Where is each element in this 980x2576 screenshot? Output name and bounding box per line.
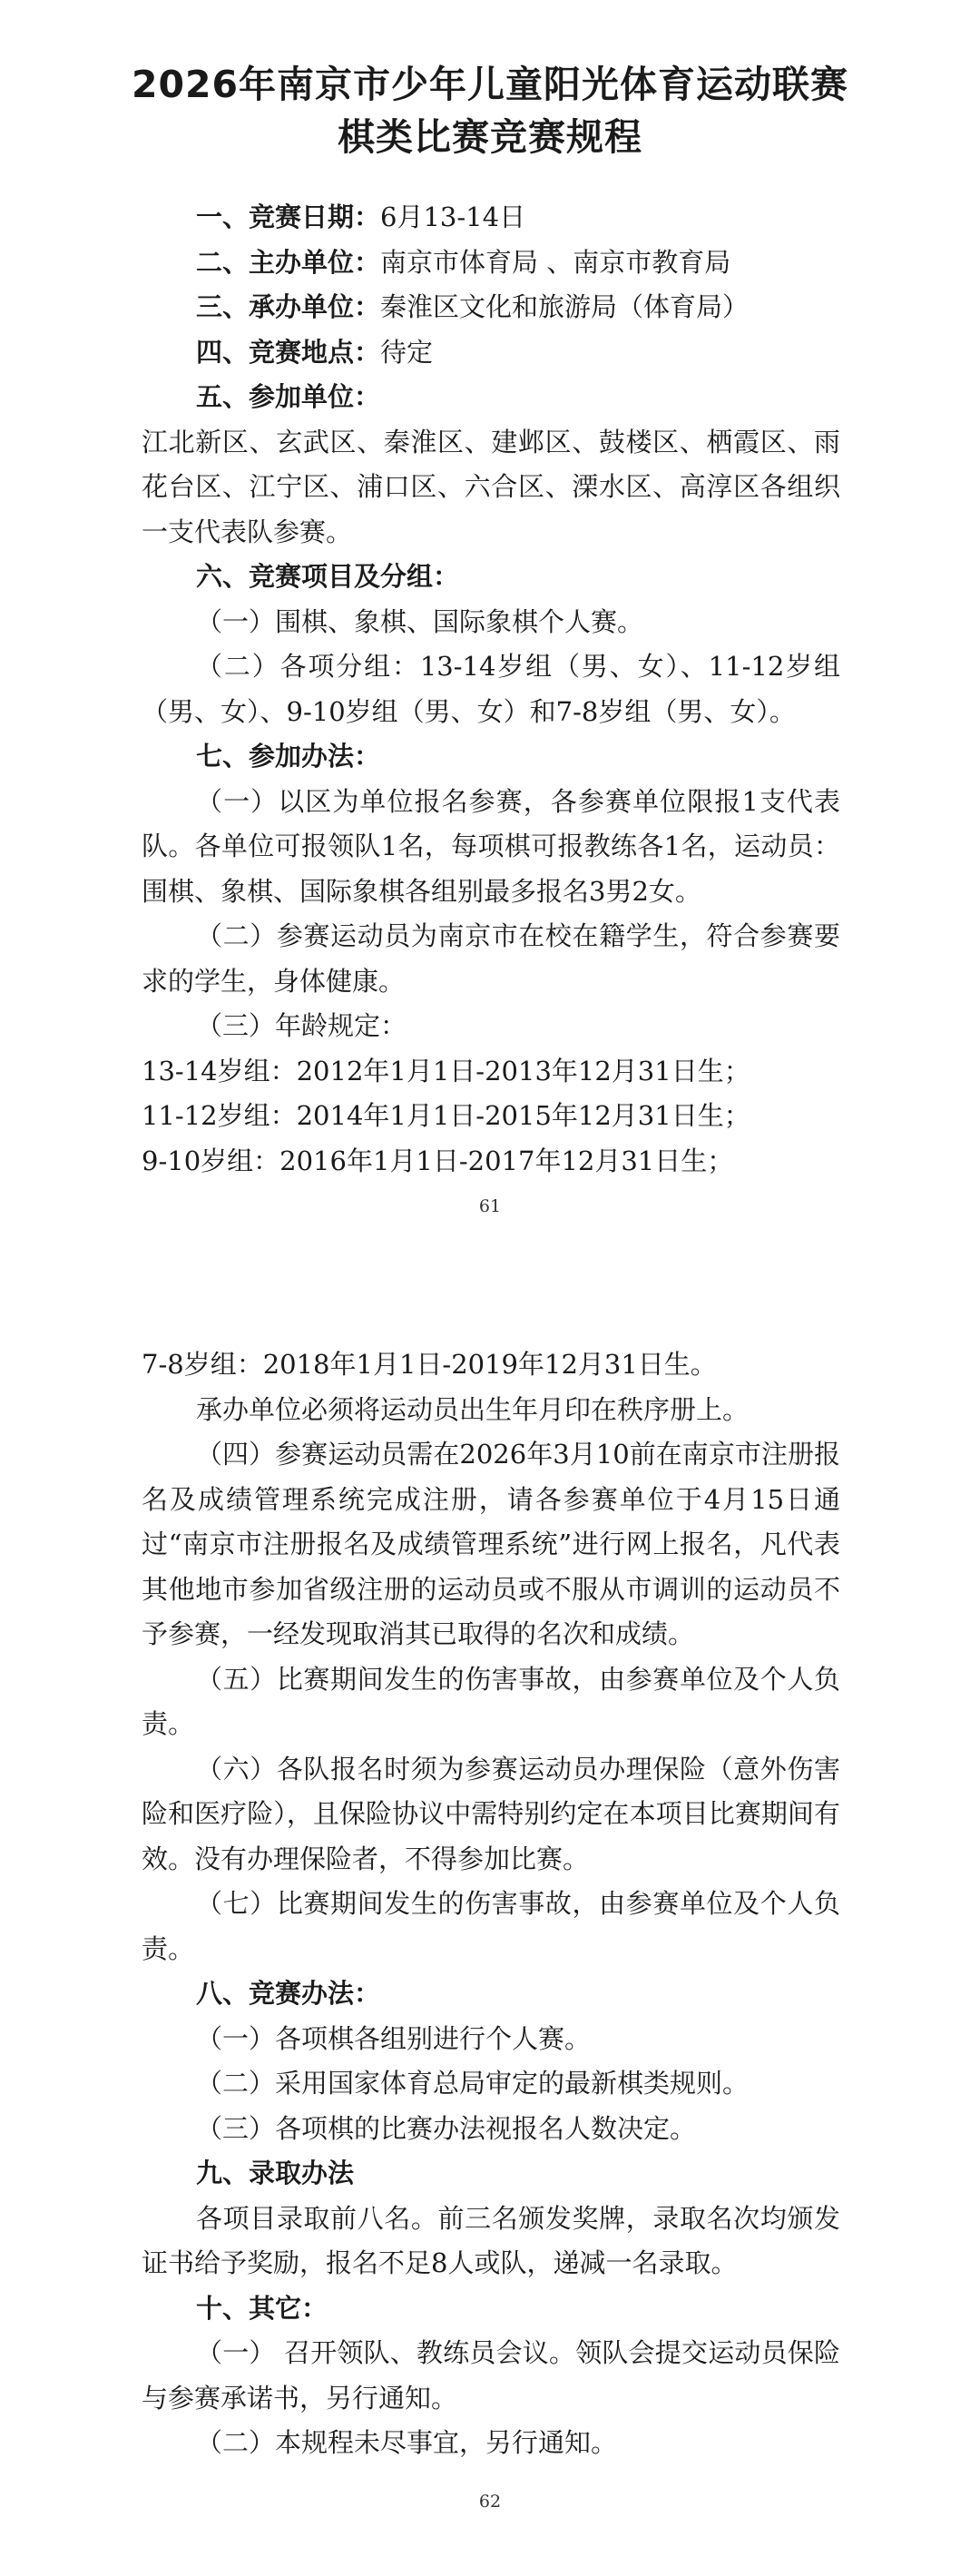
- section-value: 秦淮区文化和旅游局（体育局）: [380, 291, 750, 322]
- method-item-2: （二）参赛运动员为南京市在校在籍学生，符合参赛要求的学生，身体健康。: [142, 920, 840, 997]
- birth-date-note: 承办单位必须将运动员出生年月印在秩序册上。: [196, 1393, 750, 1425]
- method-item-6: （六）各队报名时须为参赛运动员办理保险（意外伤害险和医疗险），且保险协议中需特别约定在本项目比赛期间有效。没有办理保险者，不得参加比赛。: [142, 1753, 840, 1874]
- section-heading: 二、主办单位：: [196, 246, 381, 278]
- participants-paragraph: 江北新区、玄武区、秦淮区、建邺区、鼓楼区、栖霞区、雨花台区、江宁区、浦口区、六合区、溧水区、高淳区各组织一支代表队参赛。: [142, 426, 840, 547]
- competition-method-item-1: （一）各项棋各组别进行个人赛。: [196, 2022, 592, 2054]
- section-competition-method-heading: 八、竞赛办法：: [196, 1978, 381, 2009]
- section-method-heading: 七、参加办法：: [196, 741, 381, 772]
- admission-paragraph: 各项目录取前八名。前三名颁发奖牌，录取名次均颁发证书给予奖励，报名不足8人或队，递减一名录取。: [142, 2202, 840, 2278]
- competition-method-item-2: （二）采用国家体育总局审定的最新棋类规则。: [196, 2068, 750, 2099]
- events-item-2: （二）各项分组：13-14岁组（男、女）、11-12岁组（男、女）、9-10岁组（男、女）和7-8岁组（男、女）。: [142, 651, 840, 727]
- title-line-2: 棋类比赛竞赛规程: [338, 115, 642, 159]
- age-rule-7-8: 7-8岁组：2018年1月1日-2019年12月31日生。: [142, 1349, 717, 1380]
- events-item-1: （一）围棋、象棋、国际象棋个人赛。: [196, 605, 644, 637]
- section-venue: [142, 330, 840, 376]
- method-item-3: （三）年龄规定：: [196, 1010, 407, 1041]
- page-61-body: [142, 195, 840, 1184]
- method-item-7: （七）比赛期间发生的伤害事故，由参赛单位及个人负责。: [142, 1888, 840, 1964]
- section-value: 待定: [380, 336, 434, 368]
- method-item-1: （一）以区为单位报名参赛，各参赛单位限报1支代表队。各单位可报领队1名，每项棋可报教练各1名，运动员：围棋、象棋、国际象棋各组别最多报名3男2女。: [142, 785, 840, 907]
- section-heading: 五、参加单位：: [196, 381, 381, 412]
- document-page-62: [0, 1266, 980, 2576]
- other-item-2: （二）本规程未尽事宜，另行通知。: [196, 2427, 618, 2458]
- document-page-61: [0, 0, 980, 1266]
- age-rule-13-14: 13-14岁组：2012年1月1日-2013年12月31日生；: [142, 1055, 750, 1086]
- section-other-heading: 十、其它：: [196, 2292, 328, 2324]
- section-value: 6月13-14日: [380, 202, 526, 232]
- section-participants: [142, 375, 840, 420]
- section-heading: 四、竞赛地点：: [196, 336, 381, 368]
- section-admission-heading: 九、录取办法: [196, 2158, 355, 2188]
- method-item-5: （五）比赛期间发生的伤害事故，由参赛单位及个人负责。: [142, 1663, 840, 1739]
- title-line-1: 2026年南京市少年儿童阳光体育运动联赛: [131, 63, 849, 106]
- section-competition-date: [142, 195, 840, 241]
- document-title: [0, 58, 980, 163]
- other-item-1: （一） 召开领队、教练员会议。领队会提交运动员保险与参赛承诺书，另行通知。: [142, 2337, 840, 2414]
- page-number: 62: [478, 2492, 502, 2512]
- section-organizer: [142, 241, 840, 286]
- section-heading: 一、竞赛日期：: [196, 202, 381, 232]
- age-rule-11-12: 11-12岁组：2014年1月1日-2015年12月31日生；: [142, 1100, 750, 1131]
- page-number: 61: [478, 1196, 502, 1216]
- age-rule-9-10: 9-10岁组：2016年1月1日-2017年12月31日生；: [142, 1145, 734, 1176]
- section-heading: 三、承办单位：: [196, 291, 381, 322]
- page-62-body: [142, 1342, 840, 2466]
- section-value: 南京市体育局 、南京市教育局: [380, 246, 731, 278]
- section-host: [142, 285, 840, 330]
- competition-method-item-3: （三）各项棋的比赛办法视报名人数决定。: [196, 2112, 697, 2144]
- method-item-4: （四）参赛运动员需在2026年3月10前在南京市注册报名及成绩管理系统完成注册，请各参赛单位于4月15日通过“南京市注册报名及成绩管理系统”进行网上报名，凡代表其他地市参加省级注册的运动员或不服从市调训的运动员不予参赛，一经发现取消其已取得的名次和成绩。: [142, 1439, 840, 1649]
- section-events-heading: 六、竞赛项目及分组：: [196, 561, 460, 592]
